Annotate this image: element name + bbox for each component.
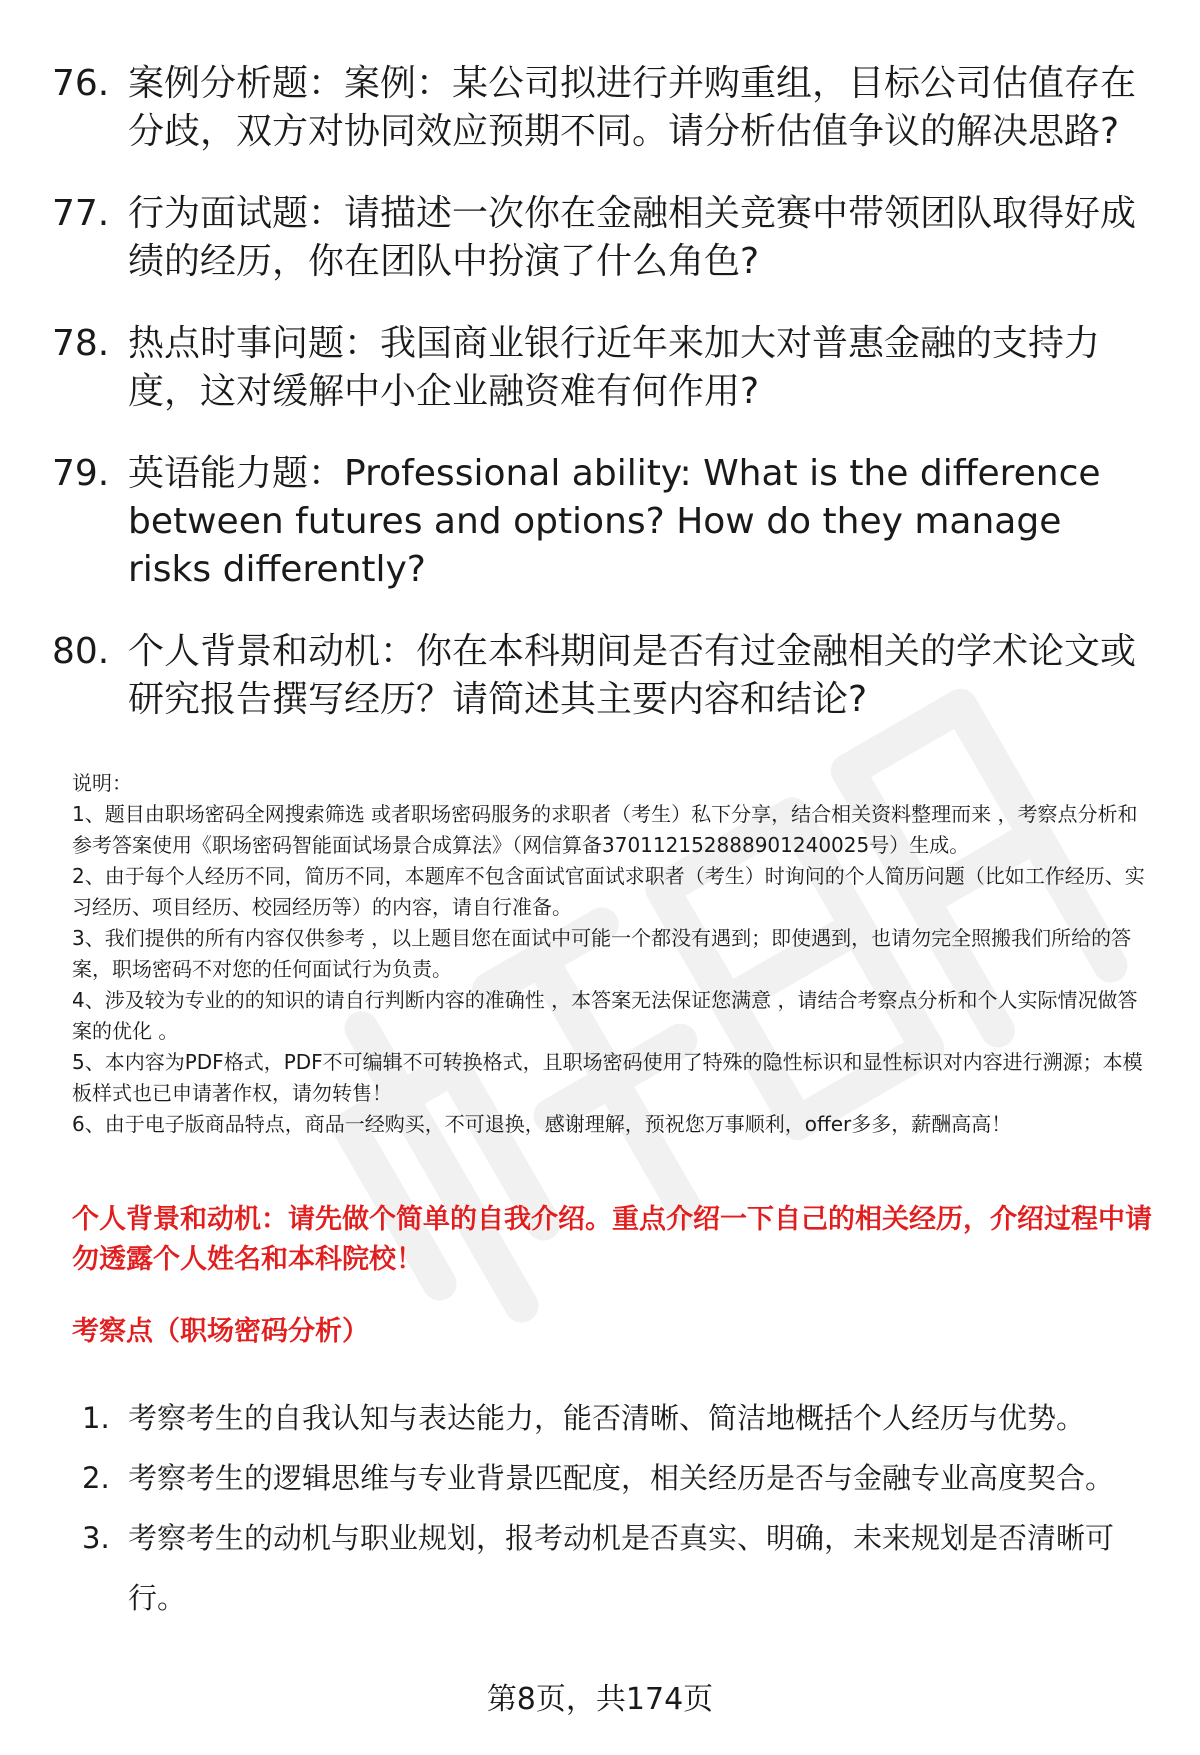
point-text: 考察考生的逻辑思维与专业背景匹配度，相关经历是否与金融专业高度契合。 xyxy=(128,1461,1115,1495)
list-item xyxy=(82,1508,1157,1628)
question-item xyxy=(52,60,1142,156)
note-item: 4、涉及较为专业的的知识的请自行判断内容的准确性 ，本答案无法保证您满意 ，请结合考察点分析和个人实际情况做答案的优化 。 xyxy=(72,988,1138,1043)
note-item: 5、本内容为PDF格式，PDF不可编辑不可转换格式，且职场密码使用了特殊的隐性标识和显性标识对内容进行溯源；本模板样式也已申请著作权，请勿转售！ xyxy=(72,1050,1143,1105)
highlighted-question: 个人背景和动机：请先做个简单的自我介绍。重点介绍一下自己的相关经历，介绍过程中请勿透露个人姓名和本科院校！ xyxy=(72,1204,1152,1275)
notes-heading: 说明： xyxy=(72,771,132,795)
question-text: 行为面试题：请描述一次你在金融相关竞赛中带领团队取得好成绩的经历，你在团队中扮演了什么角色? xyxy=(128,193,1137,282)
section-title: 考察点（职场密码分析） xyxy=(72,1316,369,1347)
question-text: 个人背景和动机：你在本科期间是否有过金融相关的学术论文或研究报告撰写经历？请简述其主要内容和结论? xyxy=(128,631,1137,720)
disclaimer-notes xyxy=(72,768,1157,1140)
point-text: 考察考生的自我认知与表达能力，能否清晰、简洁地概括个人经历与优势。 xyxy=(128,1401,1086,1435)
page-footer: 第8页，共174页 xyxy=(486,1682,714,1717)
question-number: 77. xyxy=(52,193,110,234)
note-item: 1、题目由职场密码全网搜索筛选 或者职场密码服务的求职者（考生）私下分享，结合相关资料整理而来 ，考察点分析和参考答案使用《职场密码智能面试场景合成算法》（网信算备370112152888901240025号）生成。 xyxy=(72,802,1138,857)
question-list xyxy=(52,60,1142,758)
point-number: 1. xyxy=(82,1401,110,1435)
question-item xyxy=(52,190,1142,286)
question-item xyxy=(52,628,1142,724)
point-number: 3. xyxy=(82,1521,110,1555)
assessment-points-list xyxy=(82,1388,1157,1628)
question-text: 英语能力题：Professional ability: What is the difference between futures and options? How do they manage risks differently? xyxy=(128,453,1101,590)
question-item xyxy=(52,320,1142,416)
point-text: 考察考生的动机与职业规划，报考动机是否真实、明确，未来规划是否清晰可行。 xyxy=(128,1521,1115,1615)
list-item xyxy=(82,1448,1157,1508)
point-number: 2. xyxy=(82,1461,110,1495)
question-number: 76. xyxy=(52,63,110,104)
question-text: 案例分析题：案例：某公司拟进行并购重组，目标公司估值存在分歧，双方对协同效应预期不同。请分析估值争议的解决思路? xyxy=(128,63,1137,152)
question-number: 80. xyxy=(52,631,110,672)
note-item: 3、我们提供的所有内容仅供参考 ，以上题目您在面试中可能一个都没有遇到；即使遇到，也请勿完全照搬我们所给的答案，职场密码不对您的任何面试行为负责。 xyxy=(72,926,1132,981)
question-number: 78. xyxy=(52,323,110,364)
list-item xyxy=(82,1388,1157,1448)
question-text: 热点时事问题：我国商业银行近年来加大对普惠金融的支持力度，这对缓解中小企业融资难有何作用? xyxy=(128,323,1101,412)
question-item xyxy=(52,450,1142,594)
note-item: 2、由于每个人经历不同，简历不同，本题库不包含面试官面试求职者（考生）时询问的个人简历问题（比如工作经历、实习经历、项目经历、校园经历等）的内容，请自行准备。 xyxy=(72,864,1145,919)
question-number: 79. xyxy=(52,453,110,494)
note-item: 6、由于电子版商品特点，商品一经购买，不可退换，感谢理解，预祝您万事顺利，offer多多，薪酬高高！ xyxy=(72,1112,1012,1136)
